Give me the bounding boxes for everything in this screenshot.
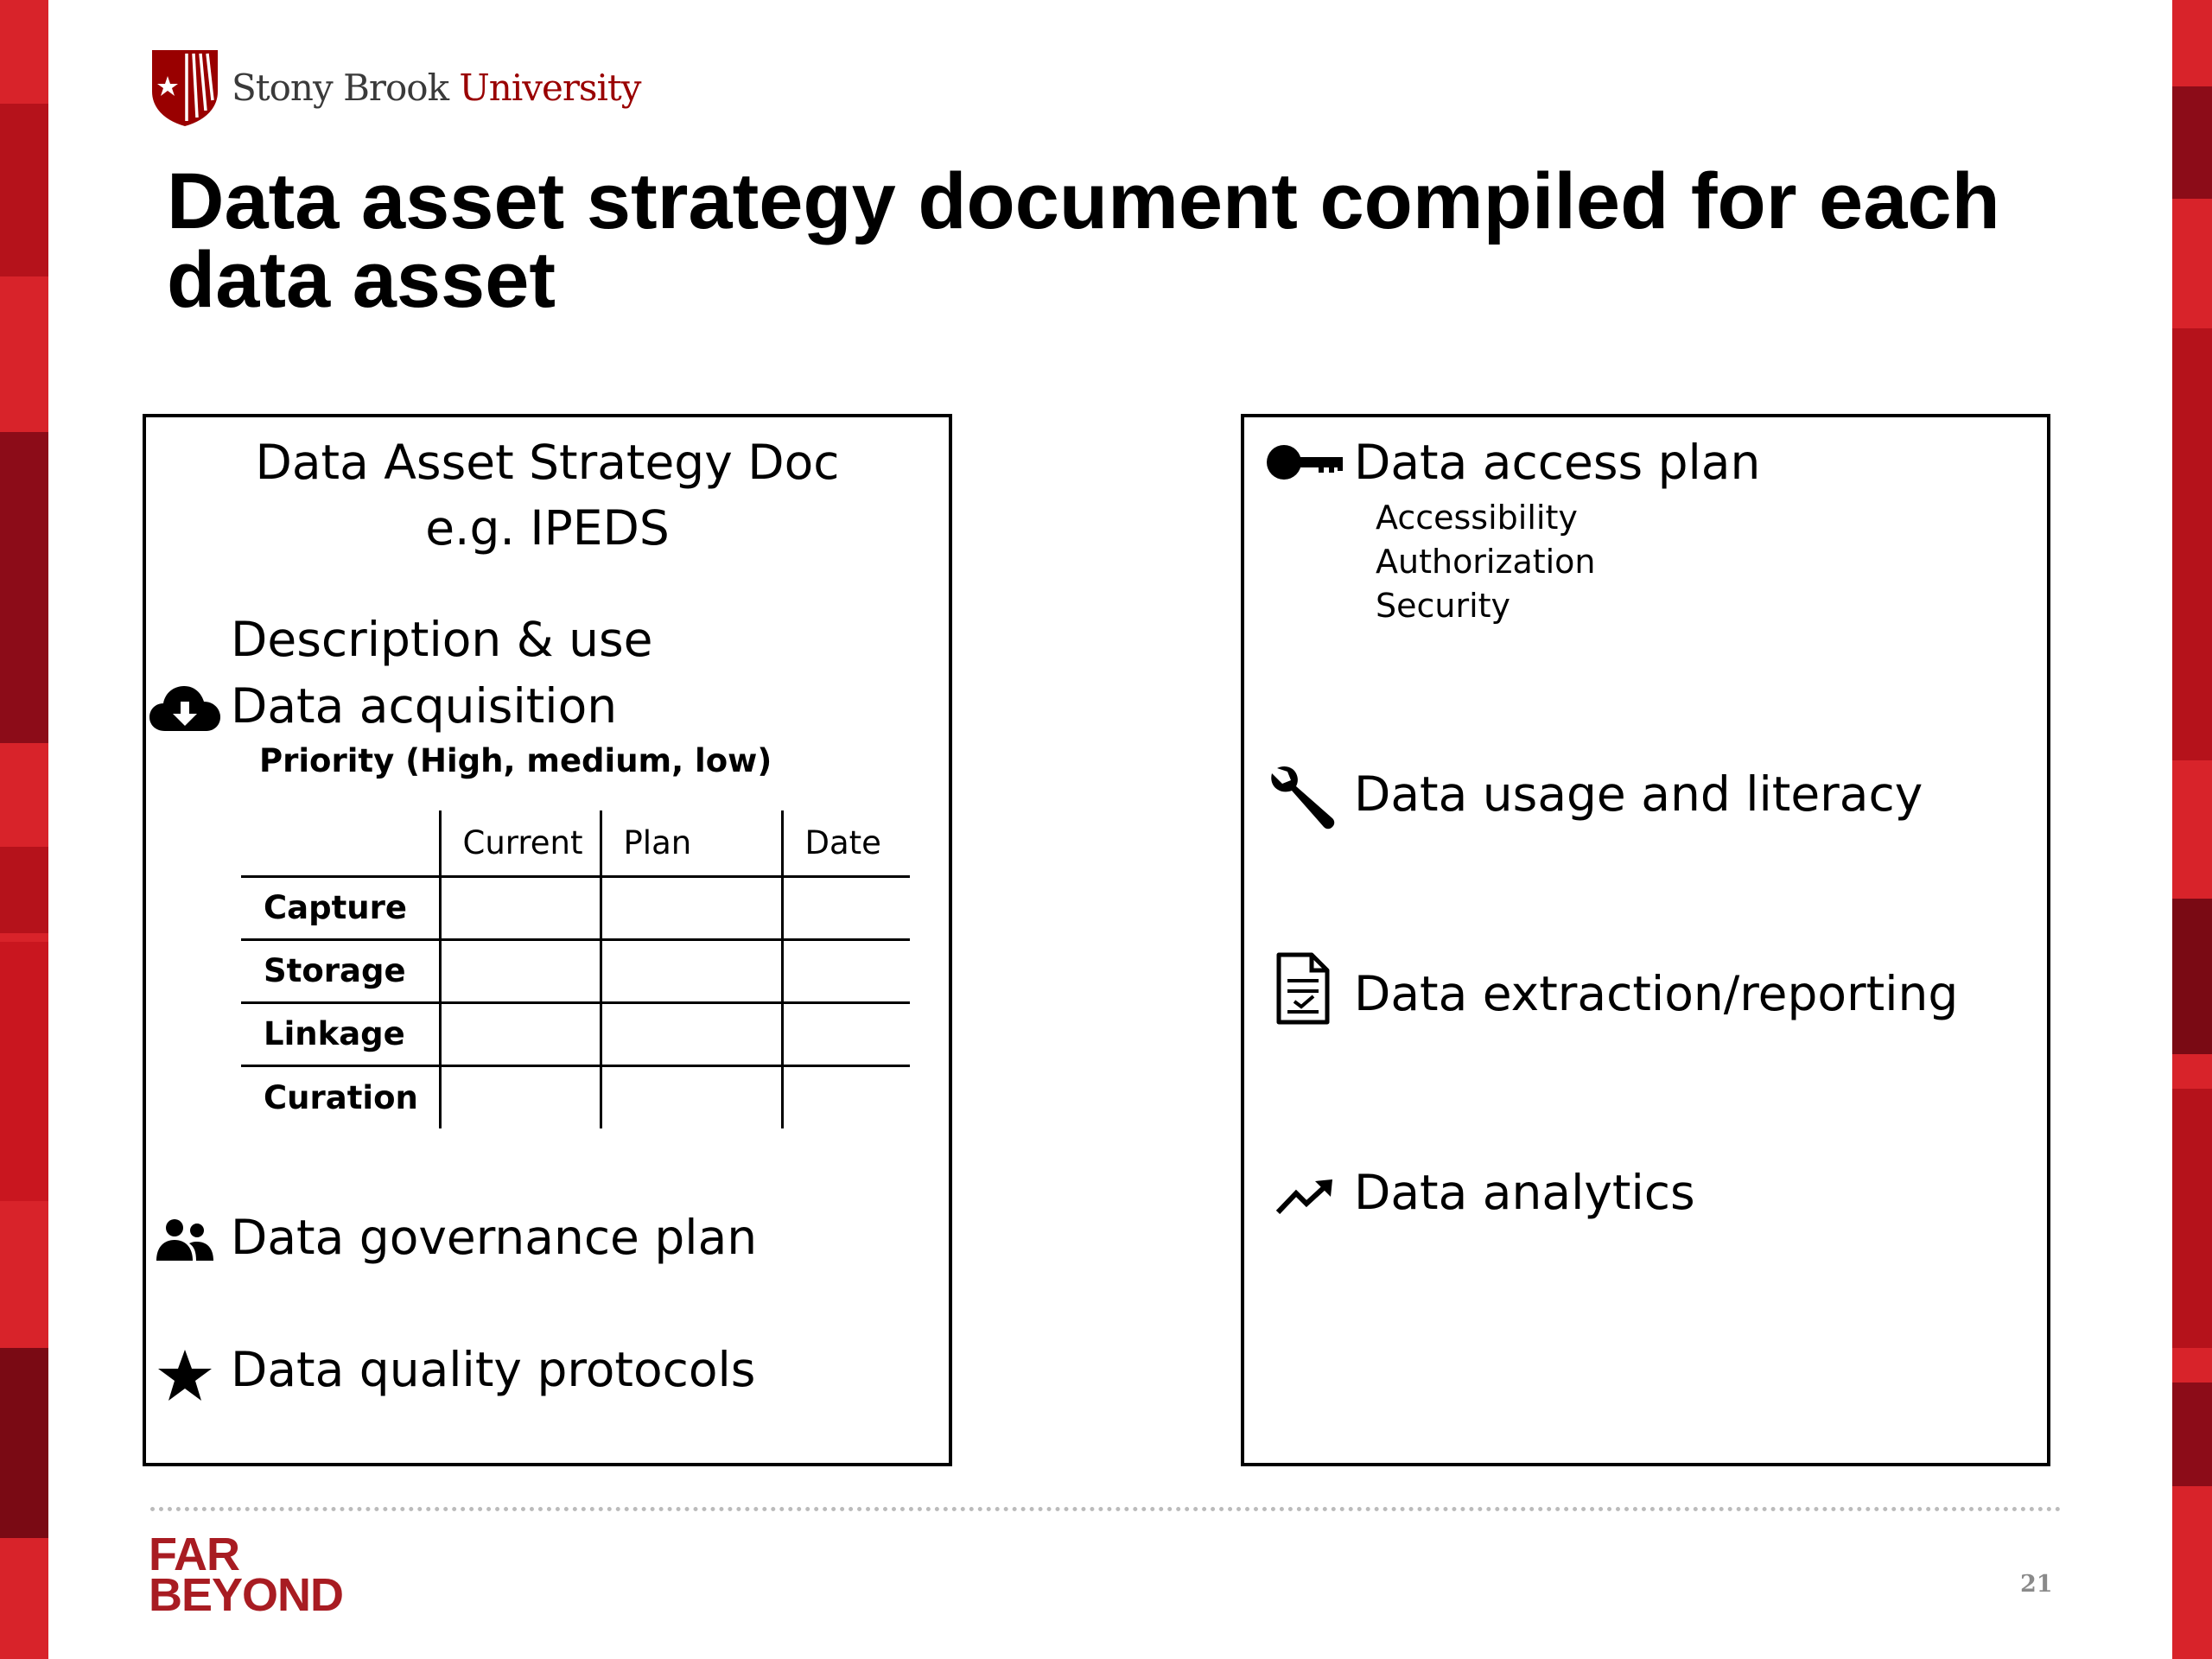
table-header-row bbox=[241, 810, 910, 876]
table-cell bbox=[782, 1002, 910, 1065]
trending-up-icon bbox=[1275, 1178, 1336, 1216]
cloud-download-icon bbox=[149, 683, 220, 734]
university-name bbox=[232, 67, 641, 109]
left-stripe-decoration bbox=[0, 0, 48, 1659]
table-header-cell bbox=[241, 810, 440, 876]
box-heading-line1: Data Asset Strategy Doc bbox=[255, 435, 840, 490]
row-label-curation: Curation bbox=[264, 1078, 418, 1116]
table-header-date: Date bbox=[782, 810, 910, 876]
people-icon bbox=[155, 1217, 215, 1262]
table-cell bbox=[601, 876, 782, 939]
table-row bbox=[241, 939, 910, 1002]
table-cell bbox=[440, 876, 601, 939]
table-cell bbox=[782, 939, 910, 1002]
tagline-line1: FAR bbox=[149, 1529, 239, 1580]
row-label-capture: Capture bbox=[241, 876, 440, 939]
university-name-part1: Stony Brook bbox=[232, 66, 449, 109]
shield-icon bbox=[150, 47, 219, 128]
priority-label: Priority (High, medium, low) bbox=[259, 742, 772, 779]
table-cell bbox=[601, 1002, 782, 1065]
access-usage-box bbox=[1241, 414, 2050, 1466]
star-icon bbox=[156, 1348, 213, 1403]
document-icon bbox=[1275, 951, 1331, 1026]
far-beyond-logo bbox=[149, 1529, 344, 1621]
tagline-line2: BEYOND bbox=[149, 1569, 344, 1621]
item-governance-plan: Data governance plan bbox=[231, 1210, 758, 1265]
wrench-icon bbox=[1270, 765, 1336, 830]
item-quality-protocols: Data quality protocols bbox=[231, 1342, 756, 1397]
box-heading-line2: e.g. IPEDS bbox=[425, 500, 670, 556]
row-label-linkage: Linkage bbox=[241, 1002, 440, 1065]
table-row bbox=[241, 1002, 910, 1065]
table-header-plan: Plan bbox=[601, 810, 782, 876]
university-logo bbox=[150, 47, 641, 128]
slide-title: Data asset strategy document compiled for each data asset bbox=[167, 157, 2000, 324]
page-number: 21 bbox=[2020, 1571, 2053, 1598]
table-cell bbox=[440, 939, 601, 1002]
access-sub-accessibility: Accessibility bbox=[1376, 499, 1578, 537]
footer-divider bbox=[150, 1507, 2062, 1511]
table-cell bbox=[601, 939, 782, 1002]
row-label-storage: Storage bbox=[241, 939, 440, 1002]
table-row bbox=[241, 876, 910, 939]
access-sub-authorization: Authorization bbox=[1376, 543, 1596, 581]
table-header-current: Current bbox=[440, 810, 601, 876]
item-description-use: Description & use bbox=[231, 612, 653, 667]
acquisition-table bbox=[241, 810, 910, 1128]
table-cell bbox=[440, 1065, 601, 1128]
table-cell bbox=[782, 876, 910, 939]
table-cell bbox=[601, 1065, 782, 1128]
access-sub-security: Security bbox=[1376, 587, 1511, 625]
university-name-part2: University bbox=[459, 66, 641, 109]
table-cell bbox=[440, 1002, 601, 1065]
analytics-heading: Data analytics bbox=[1354, 1165, 1695, 1220]
extraction-reporting-heading: Data extraction/reporting bbox=[1354, 966, 1959, 1021]
access-plan-heading: Data access plan bbox=[1354, 435, 1761, 490]
table-row bbox=[241, 1065, 910, 1128]
table-cell bbox=[782, 1065, 910, 1128]
item-data-acquisition: Data acquisition bbox=[231, 678, 618, 734]
strategy-doc-box bbox=[143, 414, 952, 1466]
right-stripe-decoration bbox=[2172, 0, 2212, 1659]
usage-literacy-heading: Data usage and literacy bbox=[1354, 766, 1923, 822]
key-icon bbox=[1265, 442, 1344, 483]
